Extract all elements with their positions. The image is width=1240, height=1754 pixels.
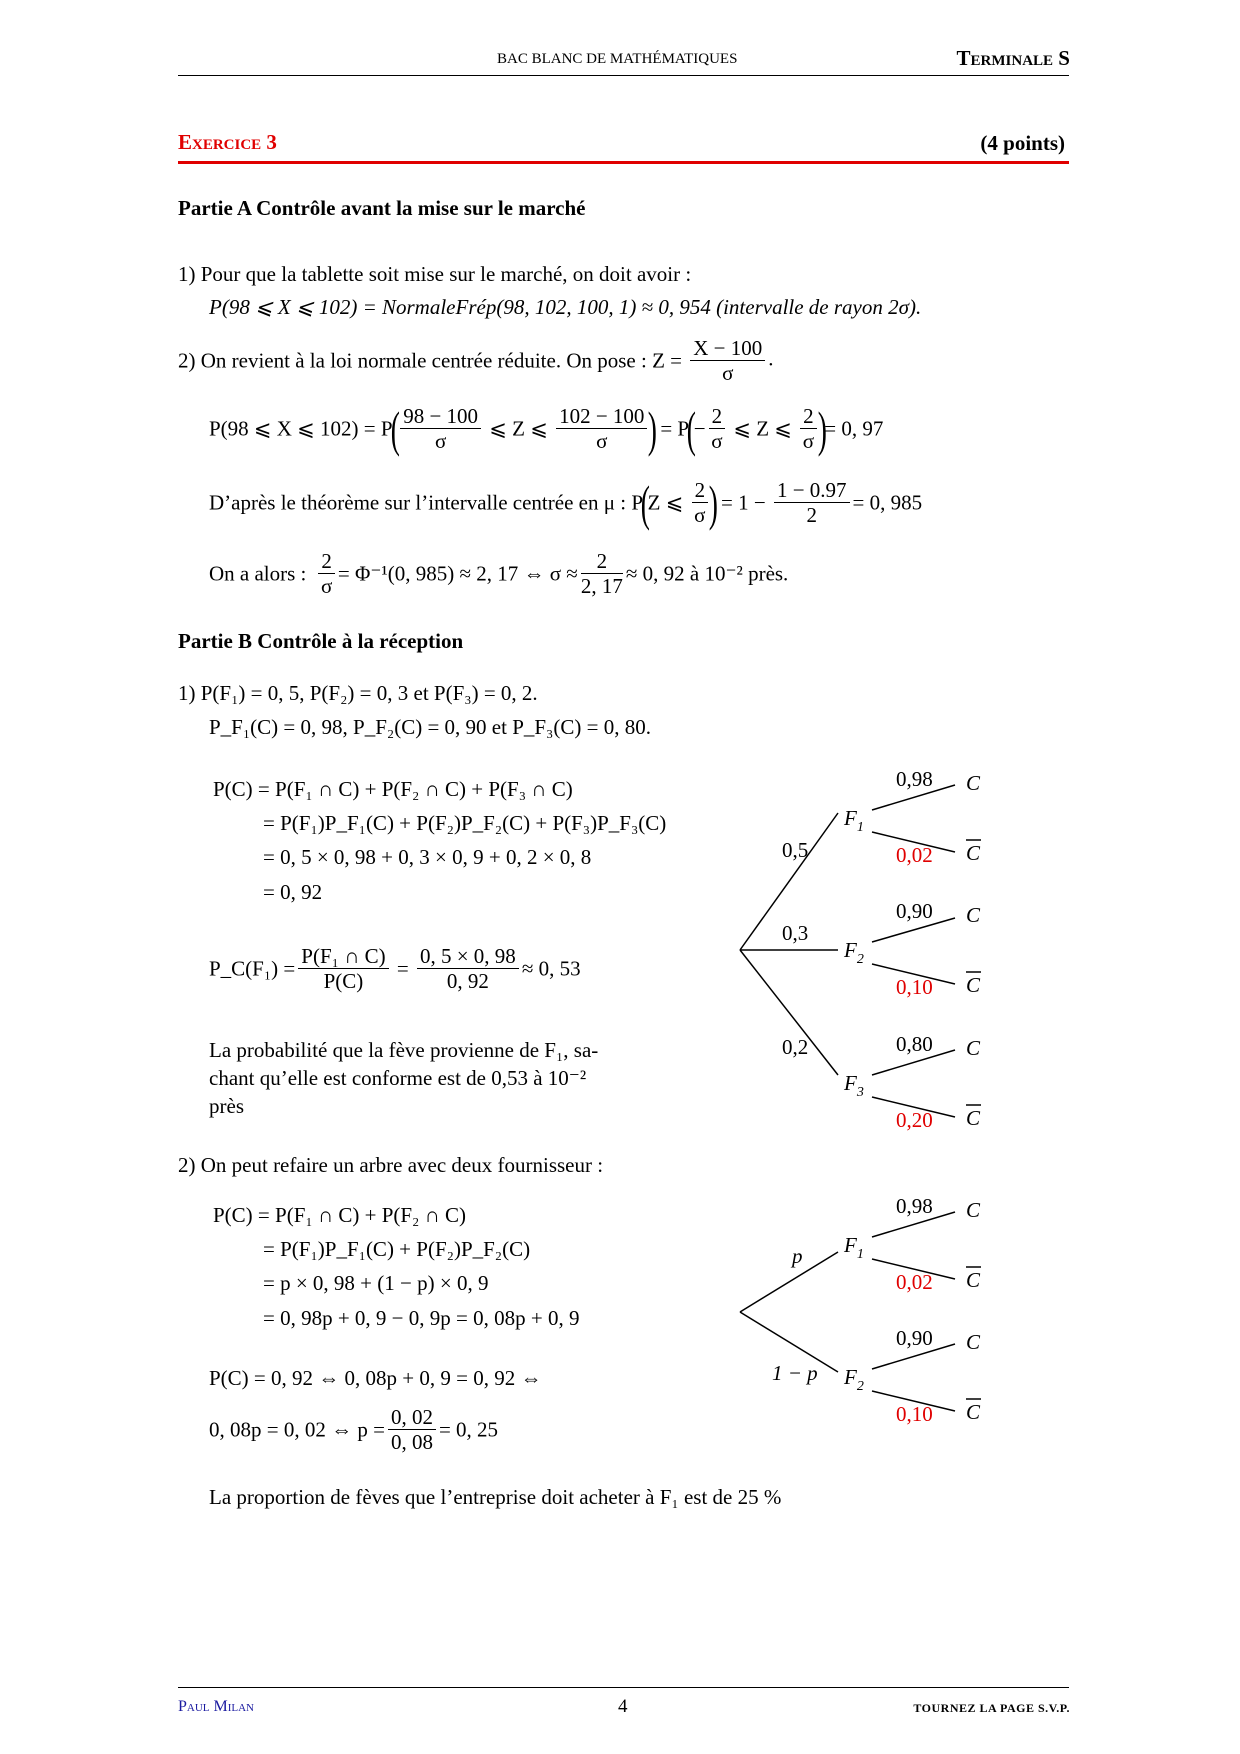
tree1-leaf-Cbar: C bbox=[966, 1106, 981, 1130]
partB-calc2-line: = p × 0, 98 + (1 − p) × 0, 9 bbox=[263, 1271, 489, 1295]
fraction: $\frac{X - 100}{\sigma}$ bbox=[690, 336, 765, 385]
partB-calc2-line: P(C) = P(F₁ ∩ C) + P(F₂ ∩ C) bbox=[213, 1203, 467, 1227]
header-class: Terminale S bbox=[956, 46, 1070, 70]
tree2-leaf-Cbar: C bbox=[966, 1400, 981, 1424]
tree1-leaf-Cbar: C bbox=[966, 973, 981, 997]
partA-q2-line1: 2) On revient à la loi normale centrée réduite. On pose : Z = $\frac{X - 100}{\sigma}$ . bbox=[178, 336, 774, 385]
footer-rule bbox=[178, 1687, 1069, 1688]
partB-calc-line: P(C) = P(F₁ ∩ C) + P(F₂ ∩ C) + P(F₃ ∩ C) bbox=[213, 777, 573, 801]
exercise-title: Exercice 3 bbox=[178, 130, 277, 154]
tree1-node-F1: $F_1$ bbox=[844, 806, 864, 835]
tree2-node-F2: $F_2$ bbox=[844, 1365, 864, 1394]
partB-title: Partie B Contrôle à la réception bbox=[178, 629, 464, 653]
footer-author: Paul Milan bbox=[178, 1698, 255, 1715]
tree2-leaf-prob: 0,10 bbox=[896, 1402, 933, 1426]
partA-q1-formula: P(98 ⩽ X ⩽ 102) = NormaleFrép(98, 102, 100, 1) ≈ 0, 954 (intervalle de rayon 2σ). bbox=[209, 295, 922, 319]
partB-calc2-line: = 0, 98p + 0, 9 − 0, 9p = 0, 08p + 0, 9 bbox=[263, 1306, 580, 1330]
tree1-leaf-prob: 0,98 bbox=[896, 767, 933, 791]
tree2-leaf-prob: 0,98 bbox=[896, 1194, 933, 1218]
tree1-leaf-Cbar: C bbox=[966, 841, 981, 865]
tree2-branch bbox=[740, 1252, 838, 1312]
partA-q1-intro: 1) Pour que la tablette soit mise sur le marché, on doit avoir : bbox=[178, 262, 692, 286]
tree2-leaf-C: C bbox=[966, 1198, 981, 1222]
tree1-leaf-C: C bbox=[966, 903, 981, 927]
tree1-leaf-prob: 0,90 bbox=[896, 899, 933, 923]
tree1-leaf-prob: 0,10 bbox=[896, 975, 933, 999]
partB-calc-line: = 0, 5 × 0, 98 + 0, 3 × 0, 9 + 0, 2 × 0, 8 bbox=[263, 845, 592, 869]
tree1-node-F3: $F_3$ bbox=[844, 1071, 864, 1100]
partB-conclusion1-line: La probabilité que la fève provienne de F₁, sa- bbox=[209, 1038, 599, 1062]
partA-q2-line2: P(98 ⩽ X ⩽ 102) = P( $\frac{98 - 100}{\sigma}$ ⩽ Z ⩽ $\frac{102 - 100}{\sigma}$ ) = P(− $\frac{2}{\sigma}$ ⩽ Z ⩽ $\frac{2}{\sigma}$ )= 0, 97 bbox=[209, 400, 884, 457]
tree2-leaf-Cbar: C bbox=[966, 1268, 981, 1292]
page-number: 4 bbox=[618, 1696, 628, 1717]
partB-q2-intro: 2) On peut refaire un arbre avec deux fournisseur : bbox=[178, 1153, 604, 1177]
partA-q2-line3: D’après le théorème sur l’intervalle centrée en μ : P(Z ⩽ $\frac{2}{\sigma}$ ) = 1 − $\frac{1 - 0.97}{2}$ = 0, 985 bbox=[209, 474, 923, 531]
partB-eq2: 0, 08p = 0, 02 ⇔ p = $\frac{0, 02}{0, 08}$ = 0, 25 bbox=[209, 1405, 499, 1454]
partB-eq1: P(C) = 0, 92 ⇔ 0, 08p + 0, 9 = 0, 92 ⇔ bbox=[209, 1366, 542, 1390]
tree2-branch-prob: p bbox=[792, 1244, 803, 1268]
header-title: BAC BLANC DE MATHÉMATIQUES bbox=[497, 51, 738, 67]
tree1-branch-prob: 0,2 bbox=[782, 1035, 809, 1059]
tree1-leaf-C: C bbox=[966, 1036, 981, 1060]
partB-q1-line2: P_F₁(C) = 0, 98, P_F₂(C) = 0, 90 et P_F₃(C) = 0, 80. bbox=[209, 715, 651, 739]
tree2-leaf-prob: 0,90 bbox=[896, 1326, 933, 1350]
tree1-leaf-C: C bbox=[966, 771, 981, 795]
footer-next: TOURNEZ LA PAGE S.V.P. bbox=[913, 1701, 1070, 1715]
partB-q1-line1: 1) P(F₁) = 0, 5, P(F₂) = 0, 3 et P(F₃) = 0, 2. bbox=[178, 681, 538, 705]
partB-conclusion1-line: près bbox=[209, 1094, 244, 1118]
tree2-leaf-prob: 0,02 bbox=[896, 1270, 933, 1294]
tree1-branch-prob: 0,3 bbox=[782, 921, 809, 945]
partA-title: Partie A Contrôle avant la mise sur le marché bbox=[178, 196, 586, 220]
tree1-node-F2: $F_2$ bbox=[844, 938, 864, 967]
tree1-leaf-prob: 0,20 bbox=[896, 1108, 933, 1132]
partA-q2-line4: On a alors : $\frac{2}{\sigma}$ = Φ⁻¹(0, 985) ≈ 2, 17 ⇔ σ ≈ $\frac{2}{2, 17}$ ≈ 0, 92 à 10⁻² près. bbox=[209, 549, 789, 598]
exercise-points: (4 points) bbox=[980, 131, 1065, 155]
tree1-leaf-prob: 0,02 bbox=[896, 843, 933, 867]
partB-conclusion1-line: chant qu’elle est conforme est de 0,53 à 10⁻² bbox=[209, 1066, 587, 1090]
tree2-branch-prob: 1 − p bbox=[772, 1361, 818, 1385]
tree2-node-F1: $F_1$ bbox=[844, 1233, 864, 1262]
tree1-leaf-prob: 0,80 bbox=[896, 1032, 933, 1056]
partB-calc-line: = 0, 92 bbox=[263, 880, 323, 904]
partB-calc2-line: = P(F₁)P_F₁(C) + P(F₂)P_F₂(C) bbox=[263, 1237, 531, 1261]
tree2-leaf-C: C bbox=[966, 1330, 981, 1354]
tree1-branch-prob: 0,5 bbox=[782, 838, 809, 862]
partB-pc-formula: P_C(F₁) = $\frac{\text{P(F₁ ∩ C)}}{P(C)}$ = $\frac{0, 5 \times 0, 98}{0, 92}$ ≈ 0, 53 bbox=[209, 944, 581, 993]
partB-conclusion2: La proportion de fèves que l’entreprise doit acheter à F₁ est de 25 % bbox=[209, 1485, 782, 1509]
partA-q2-intro: 2) On revient à la loi normale centrée réduite. On pose : Z = bbox=[178, 348, 682, 373]
partB-calc-line: = P(F₁)P_F₁(C) + P(F₂)P_F₂(C) + P(F₃)P_F₃(C) bbox=[263, 811, 667, 835]
